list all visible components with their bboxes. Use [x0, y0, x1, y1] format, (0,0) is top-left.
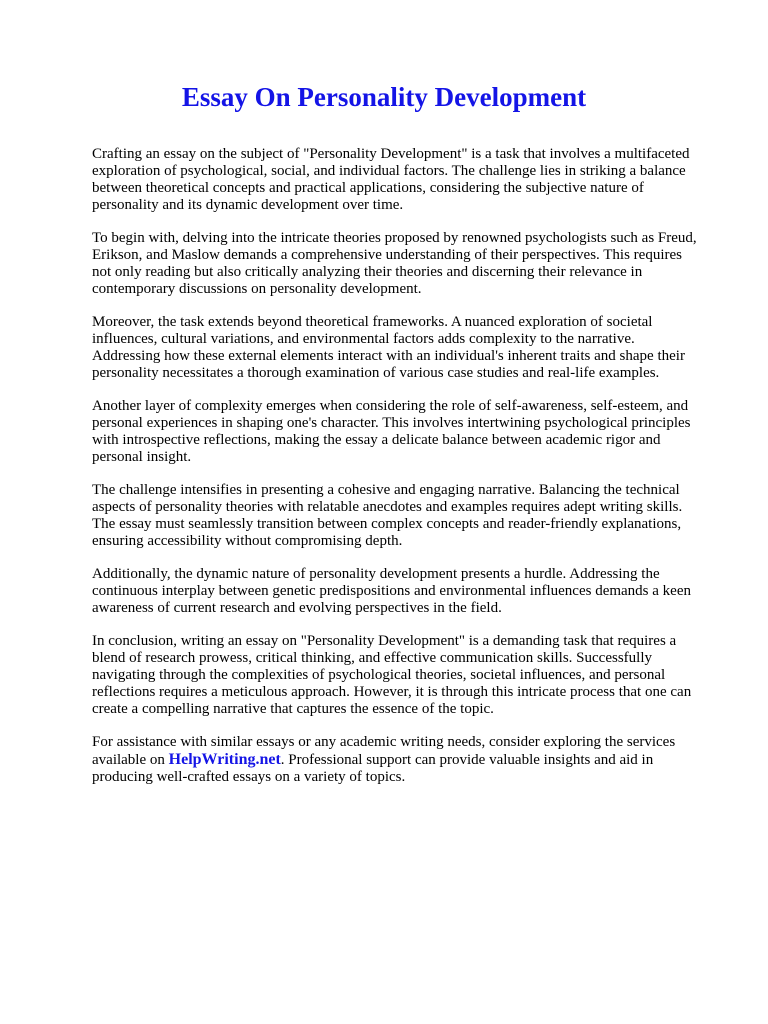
paragraph-societal: Moreover, the task extends beyond theoretical frameworks. A nuanced exploration of societal influences, cultural variations, and environmental factors adds complexity to the narrative. Addressing how these external elements interact with an individual's inherent traits and shape their personality necessitates a thorough examination of various case studies and real-life examples.: [92, 314, 685, 381]
helpwriting-link[interactable]: HelpWriting.net: [168, 751, 281, 768]
document-body: [92, 146, 732, 802]
closing-text-before-link: For assistance with similar essays or any academic writing needs, consider exploring the services available on: [92, 734, 676, 768]
closing-text-after-link: . Professional support can provide valuable insights and aid in producing well-crafted essays on a variety of topics.: [92, 752, 654, 785]
paragraph-narrative: The challenge intensifies in presenting a cohesive and engaging narrative. Balancing the technical aspects of personality theories with relatable anecdotes and examples requires adept writing skills. The essay must seamlessly transition between complex concepts and reader-friendly explanations, ensuring accessibility without compromising depth.: [92, 482, 683, 549]
document-title: Essay On Personality Development: [181, 82, 587, 112]
paragraph-theories: To begin with, delving into the intricate theories proposed by renowned psychologists such as Freud, Erikson, and Maslow demands a comprehensive understanding of their perspectives. This requires not only reading but also critically analyzing their theories and discerning their relevance in contemporary discussions on personality development.: [92, 230, 697, 297]
paragraph-self-awareness: Another layer of complexity emerges when considering the role of self-awareness, self-esteem, and personal experiences in shaping one's character. This involves intertwining psychological principles with introspective reflections, making the essay a delicate balance between academic rigor and personal insight.: [92, 398, 691, 465]
paragraph-intro: Crafting an essay on the subject of "Personality Development" is a task that involves a multifaceted exploration of psychological, social, and individual factors. The challenge lies in striking a balance between theoretical concepts and practical applications, considering the subjective nature of personality and its dynamic development over time.: [92, 146, 690, 213]
paragraph-conclusion: In conclusion, writing an essay on "Personality Development" is a demanding task that requires a blend of research prowess, critical thinking, and effective communication skills. Successfully navigating through the complexities of psychological theories, societal influences, and personal reflections requires a meticulous approach. However, it is through this intricate process that one can create a compelling narrative that captures the essence of the topic.: [92, 633, 692, 717]
paragraph-dynamic-nature: Additionally, the dynamic nature of personality development presents a hurdle. Addressing the continuous interplay between genetic predispositions and environmental influences demands a keen awareness of current research and evolving perspectives in the field.: [92, 566, 691, 616]
paragraph-closing: [92, 734, 732, 786]
